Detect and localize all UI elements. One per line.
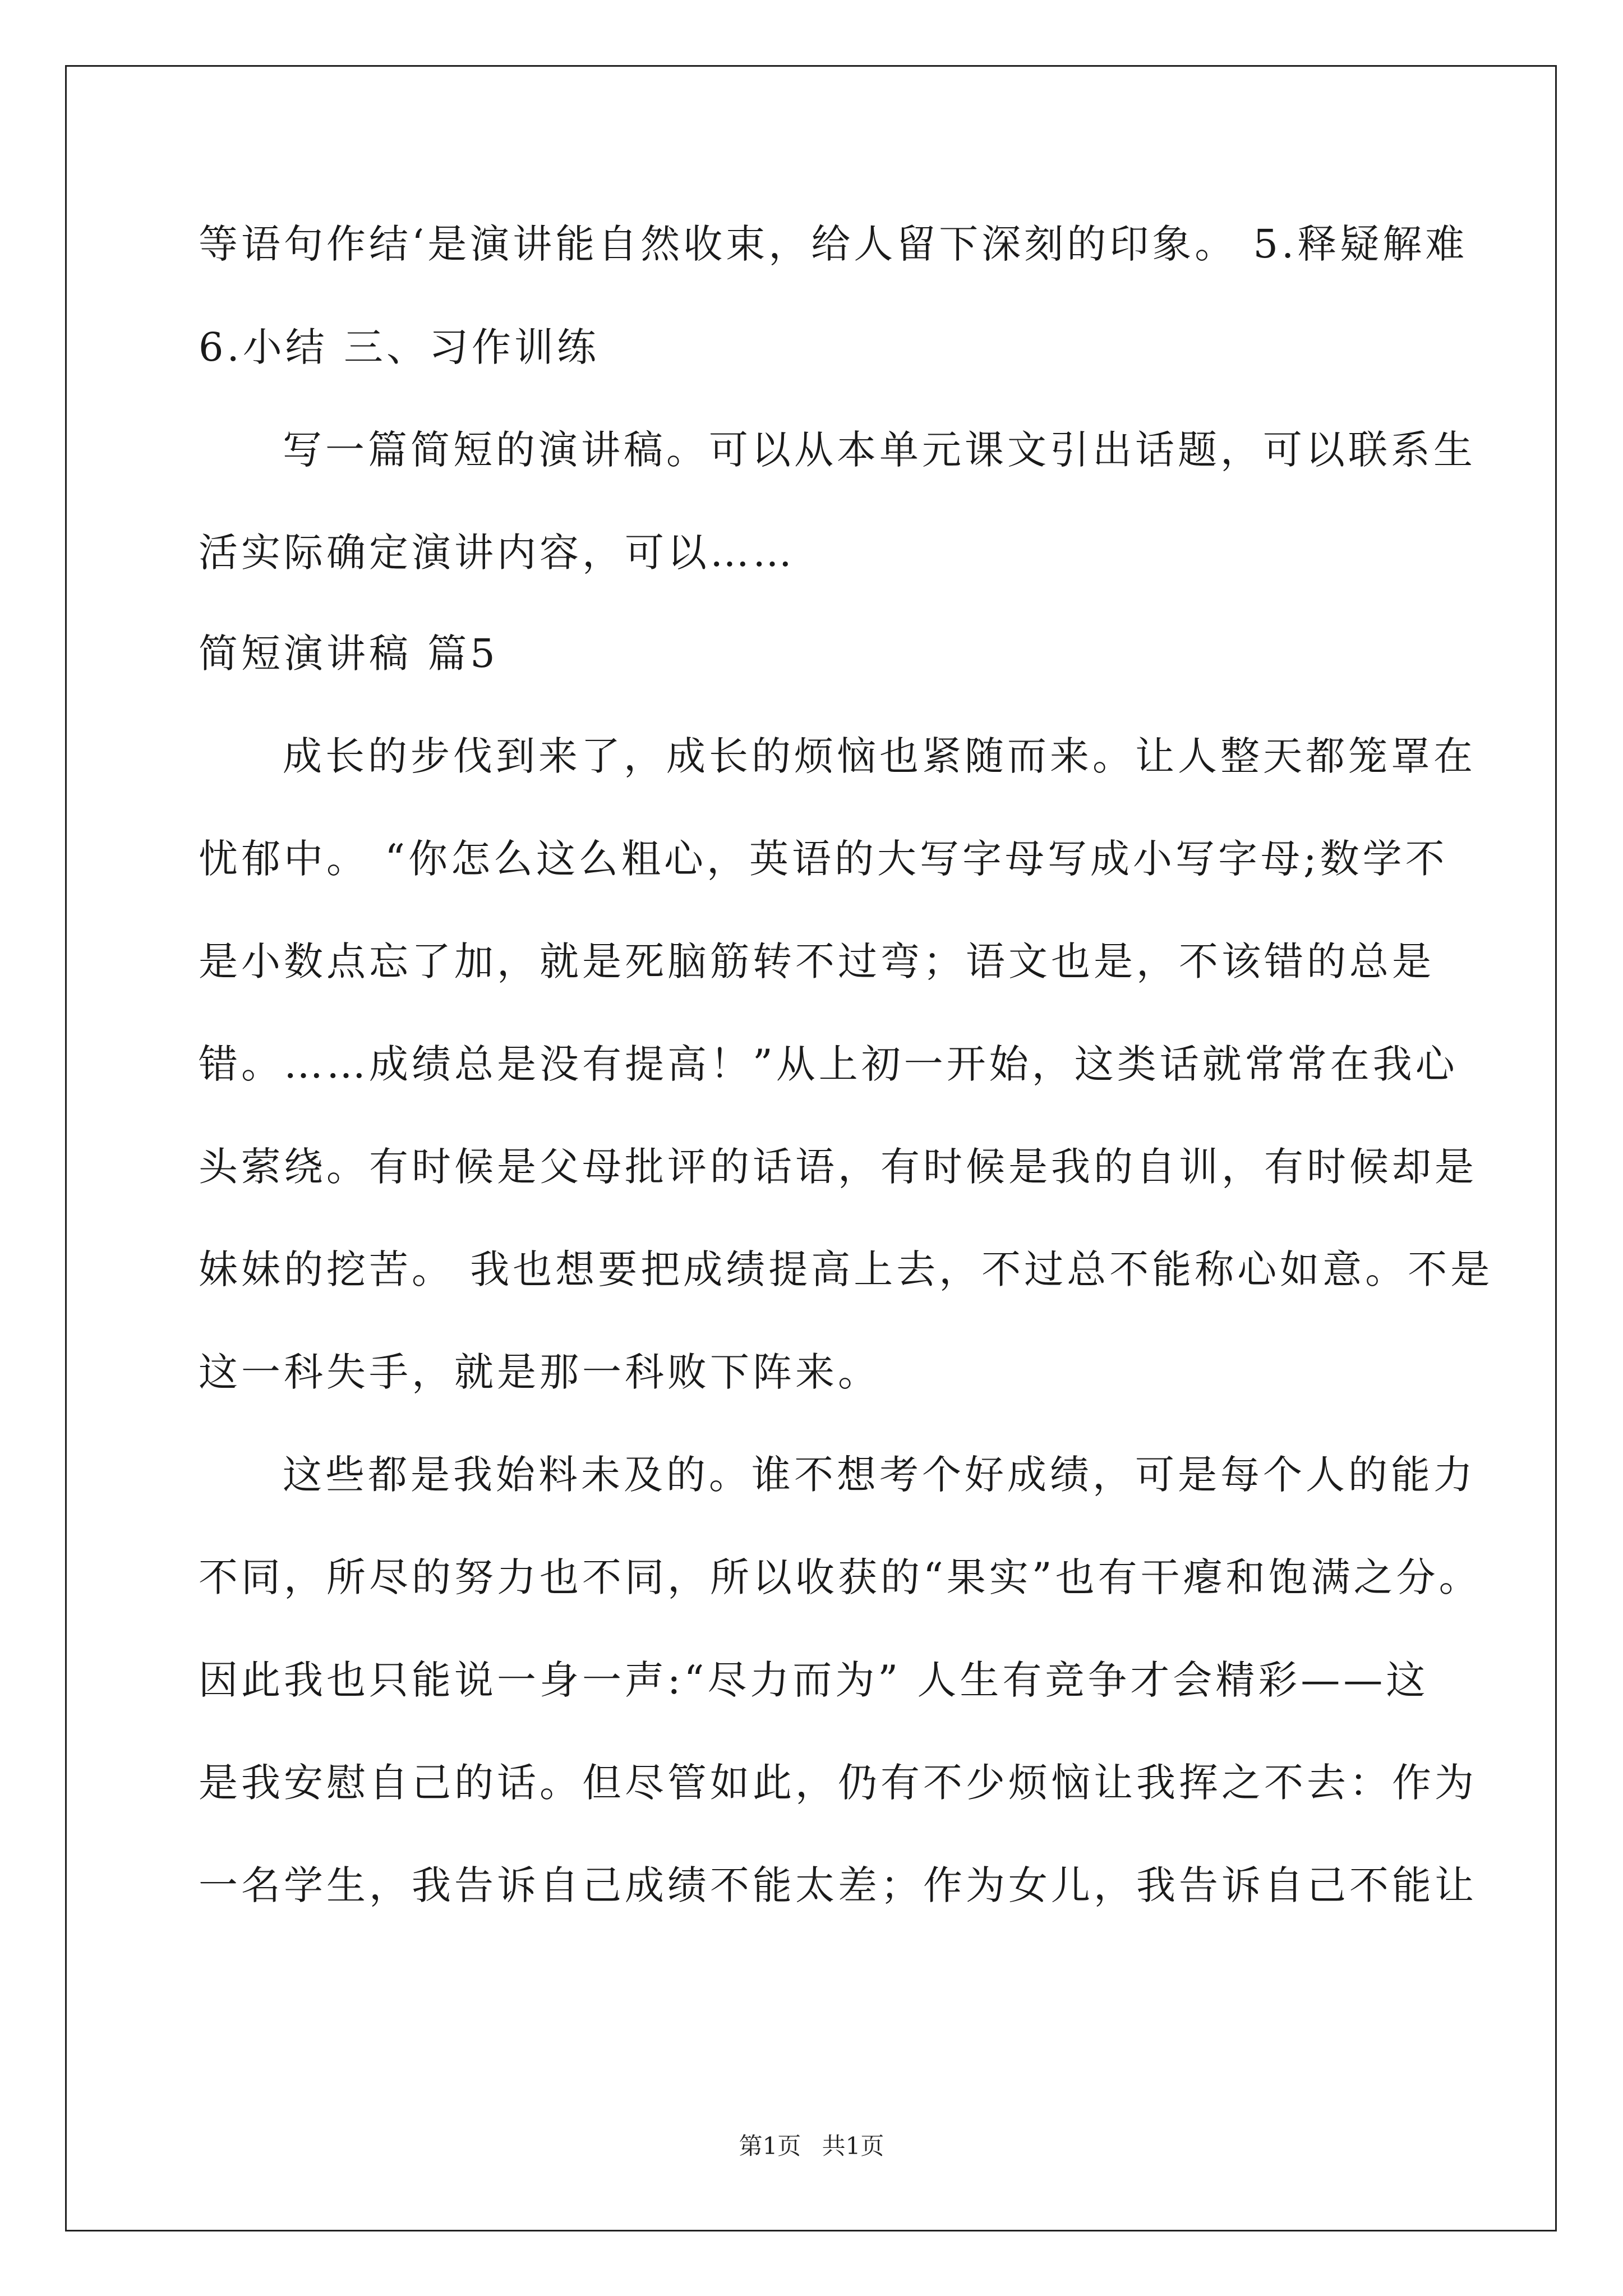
text-line: 不同，所尽的努力也不同，所以收获的“果实”也有干瘪和饱满之分。 — [199, 1554, 1482, 1600]
text-line: 妹妹的挖苦。 我也想要把成绩提高上去，不过总不能称心如意。不是 — [199, 1246, 1493, 1292]
text-line: 6.小结 三、习作训练 — [199, 324, 600, 370]
text-line: 头萦绕。有时候是父母批评的话语，有时候是我的自训，有时候却是 — [199, 1144, 1477, 1190]
text-line: 因此我也只能说一身一声:“尽力而为” 人生有竞争才会精彩——这 — [199, 1657, 1429, 1703]
text-line: 错。……成绩总是没有提高！”从上初一开始，这类话就常常在我心 — [199, 1041, 1458, 1087]
paragraph-line: 这些都是我始料未及的。谁不想考个好成绩，可是每个人的能力 — [283, 1452, 1476, 1498]
paragraph-line: 写一篇简短的演讲稿。可以从本单元课文引出话题，可以联系生 — [283, 427, 1476, 473]
text-line: 是我安慰自己的话。但尽管如此，仍有不少烦恼让我挥之不去：作为 — [199, 1760, 1477, 1806]
paragraph-line: 成长的步伐到来了，成长的烦恼也紧随而来。让人整天都笼罩在 — [283, 733, 1476, 779]
page-footer — [0, 2128, 1623, 2161]
text-line: 一名学生，我告诉自己成绩不能太差；作为女儿，我告诉自己不能让 — [199, 1862, 1477, 1908]
page-number: 第1页 — [739, 2132, 801, 2160]
text-line: 等语句作结‘是演讲能自然收束，给人留下深刻的印象。 5.释疑解难 — [199, 221, 1468, 267]
section-heading: 简短演讲稿 篇5 — [199, 631, 499, 677]
text-line: 这一科失手，就是那一科败下阵来。 — [199, 1349, 880, 1395]
text-line: 活实际确定演讲内容，可以…… — [199, 530, 795, 576]
page-total: 共1页 — [822, 2132, 884, 2160]
text-line: 忧郁中。 “你怎么这么粗心，英语的大写字母写成小写字母;数学不 — [199, 836, 1448, 882]
text-line: 是小数点忘了加，就是死脑筋转不过弯；语文也是，不该错的总是 — [199, 938, 1435, 984]
